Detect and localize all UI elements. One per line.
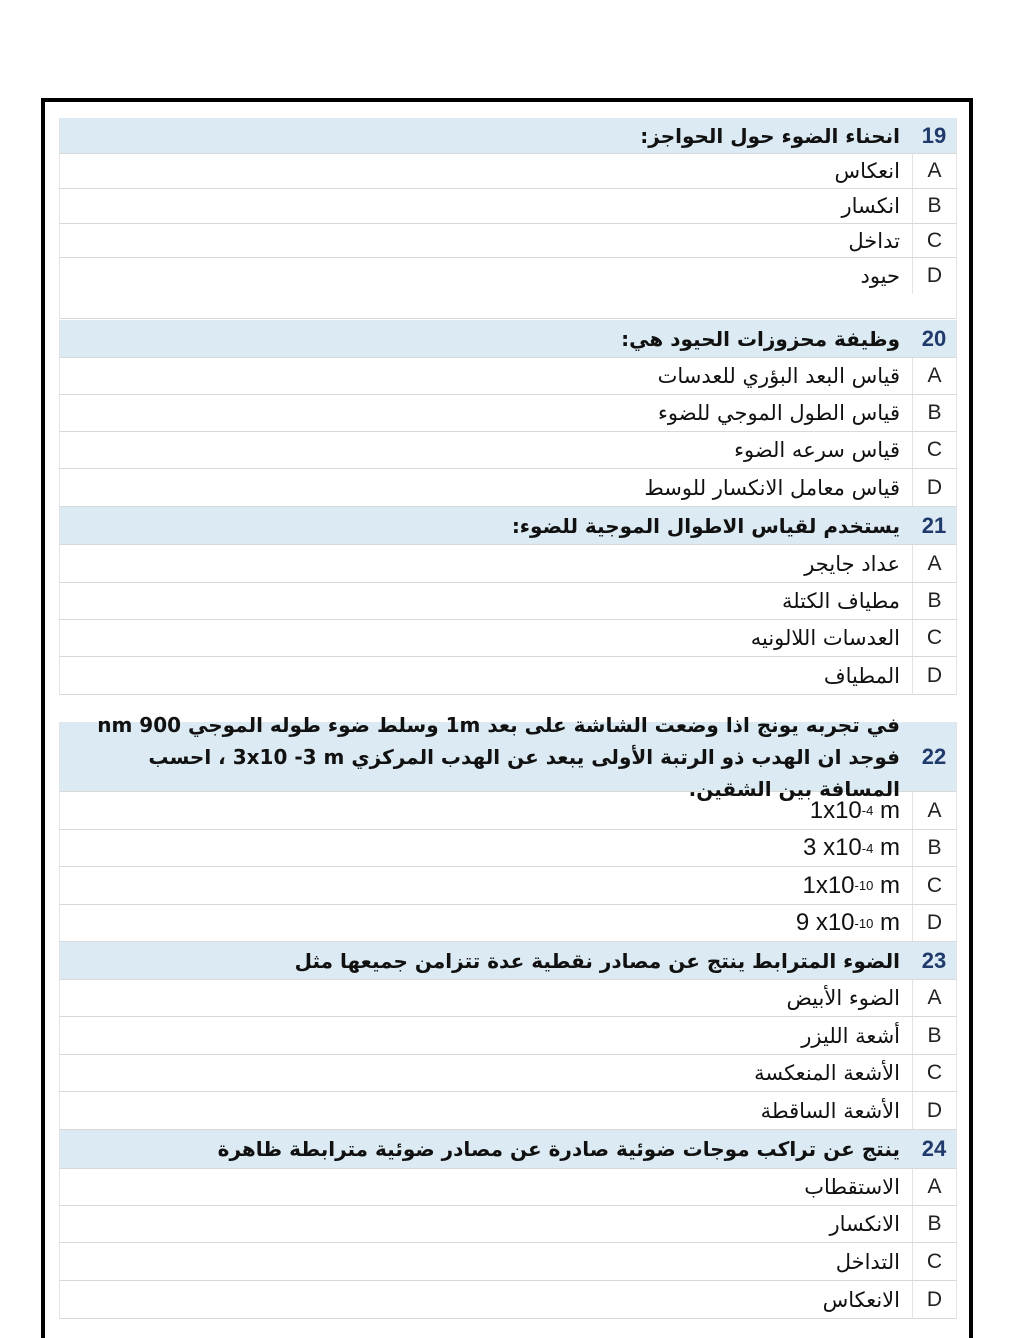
option-row[interactable] [59, 830, 957, 867]
option-text: الاستقطاب [804, 1175, 900, 1199]
option-row[interactable] [59, 1055, 957, 1092]
question-text: يستخدم لقياس الاطوال الموجية للضوء: [511, 513, 900, 538]
question-24 [59, 1130, 957, 1169]
option-row[interactable] [59, 1092, 957, 1130]
option-row[interactable] [59, 867, 957, 905]
option-letter: A [912, 1169, 956, 1205]
option-letter: A [912, 545, 956, 582]
option-row[interactable] [59, 792, 957, 830]
option-letter: B [912, 395, 956, 431]
option-row[interactable] [59, 154, 957, 189]
option-letter: D [912, 469, 956, 506]
option-text: عداد جايجر [804, 551, 900, 576]
option-value: 9 x10 -10 m [795, 909, 900, 936]
option-text: قياس معامل الانكسار للوسط [644, 475, 900, 500]
option-text: قياس البعد البؤري للعدسات [657, 364, 900, 388]
question-text: وظيفة محزوزات الحيود هي: [621, 326, 900, 351]
option-letter: C [912, 432, 956, 468]
option-text: قياس سرعه الضوء [734, 438, 900, 462]
option-letter: B [912, 830, 956, 866]
option-text: الضوء الأبيض [786, 986, 900, 1010]
question-20 [59, 320, 957, 358]
option-row[interactable] [59, 1243, 957, 1281]
question-22 [59, 712, 957, 801]
option-text: الانعكاس [822, 1287, 900, 1312]
option-row[interactable] [59, 980, 957, 1017]
option-row[interactable] [59, 224, 957, 258]
question-number: 24 [921, 1136, 947, 1161]
option-letter: D [912, 258, 956, 294]
option-letter: C [912, 1055, 956, 1091]
option-letter: D [912, 657, 956, 694]
option-letter: B [912, 583, 956, 619]
option-letter: B [912, 1017, 956, 1054]
option-row[interactable] [59, 395, 957, 432]
question-text: الضوء المترابط ينتج عن مصادر نقطية عدة تتزامن جميعها مثل [294, 948, 900, 973]
option-text: الانكسار [829, 1212, 900, 1236]
option-row[interactable] [59, 358, 957, 395]
option-row[interactable] [59, 620, 957, 657]
question-number: 19 [921, 122, 947, 148]
question-number: 23 [921, 947, 947, 973]
option-text: تداخل [848, 228, 900, 253]
option-row[interactable] [59, 545, 957, 583]
option-row[interactable] [59, 905, 957, 942]
option-letter: B [912, 189, 956, 223]
option-letter: C [912, 620, 956, 656]
option-letter: B [912, 1206, 956, 1242]
option-row[interactable] [59, 469, 957, 507]
option-row[interactable] [59, 189, 957, 224]
option-text: مطياف الكتلة [781, 589, 900, 613]
question-text: ينتج عن تراكب موجات ضوئية صادرة عن مصادر ضوئية مترابطة ظاهرة [217, 1137, 900, 1161]
question-23 [59, 942, 957, 980]
option-text: التداخل [835, 1249, 900, 1274]
option-value: 1x10 -4 m [809, 796, 900, 824]
option-text: الأشعة الساقطة [760, 1098, 900, 1123]
question-19 [59, 118, 957, 154]
option-letter: C [912, 1243, 956, 1280]
option-text: المطياف [823, 663, 900, 688]
option-row[interactable] [59, 1206, 957, 1243]
option-text: انعكاس [834, 159, 900, 183]
option-letter: A [912, 154, 956, 188]
option-text: قياس الطول الموجي للضوء [658, 401, 900, 425]
question-text: في تجربه يونج اذا وضعت الشاشة على بعد 1m وسلط ضوء طوله الموجي 900 nm فوجد ان الهدب ذو الرتبة الأولى يبعد عن الهدب المركزي 3x10 -3 m ، احسب المسافة بين الشقين. [97, 712, 900, 801]
option-row[interactable] [59, 1017, 957, 1055]
option-letter: A [912, 358, 956, 394]
option-letter: A [912, 792, 956, 829]
question-text: انحناء الضوء حول الحواجز: [640, 123, 900, 148]
option-row[interactable] [59, 657, 957, 695]
option-text: حيود [860, 264, 900, 288]
option-text: الأشعة المنعكسة [754, 1061, 900, 1085]
option-value: 3 x10 -4 m [803, 834, 900, 861]
question-number: 20 [921, 325, 947, 351]
option-letter: C [912, 224, 956, 257]
option-row[interactable] [59, 583, 957, 620]
option-letter: A [912, 980, 956, 1016]
option-text: العدسات اللالونيه [750, 626, 900, 650]
option-row[interactable] [59, 1169, 957, 1206]
option-letter: D [912, 1281, 956, 1318]
option-letter: D [912, 1092, 956, 1129]
option-row[interactable] [59, 432, 957, 469]
option-text: انكسار [841, 194, 900, 218]
option-letter: C [912, 867, 956, 904]
option-row[interactable] [59, 258, 957, 319]
option-text: أشعة الليزر [801, 1023, 900, 1048]
question-21 [59, 507, 957, 545]
question-number: 22 [921, 743, 947, 769]
option-letter: D [912, 905, 956, 941]
option-value: 1x10 -10 m [802, 871, 900, 899]
question-number: 21 [921, 512, 947, 538]
option-row[interactable] [59, 1281, 957, 1319]
